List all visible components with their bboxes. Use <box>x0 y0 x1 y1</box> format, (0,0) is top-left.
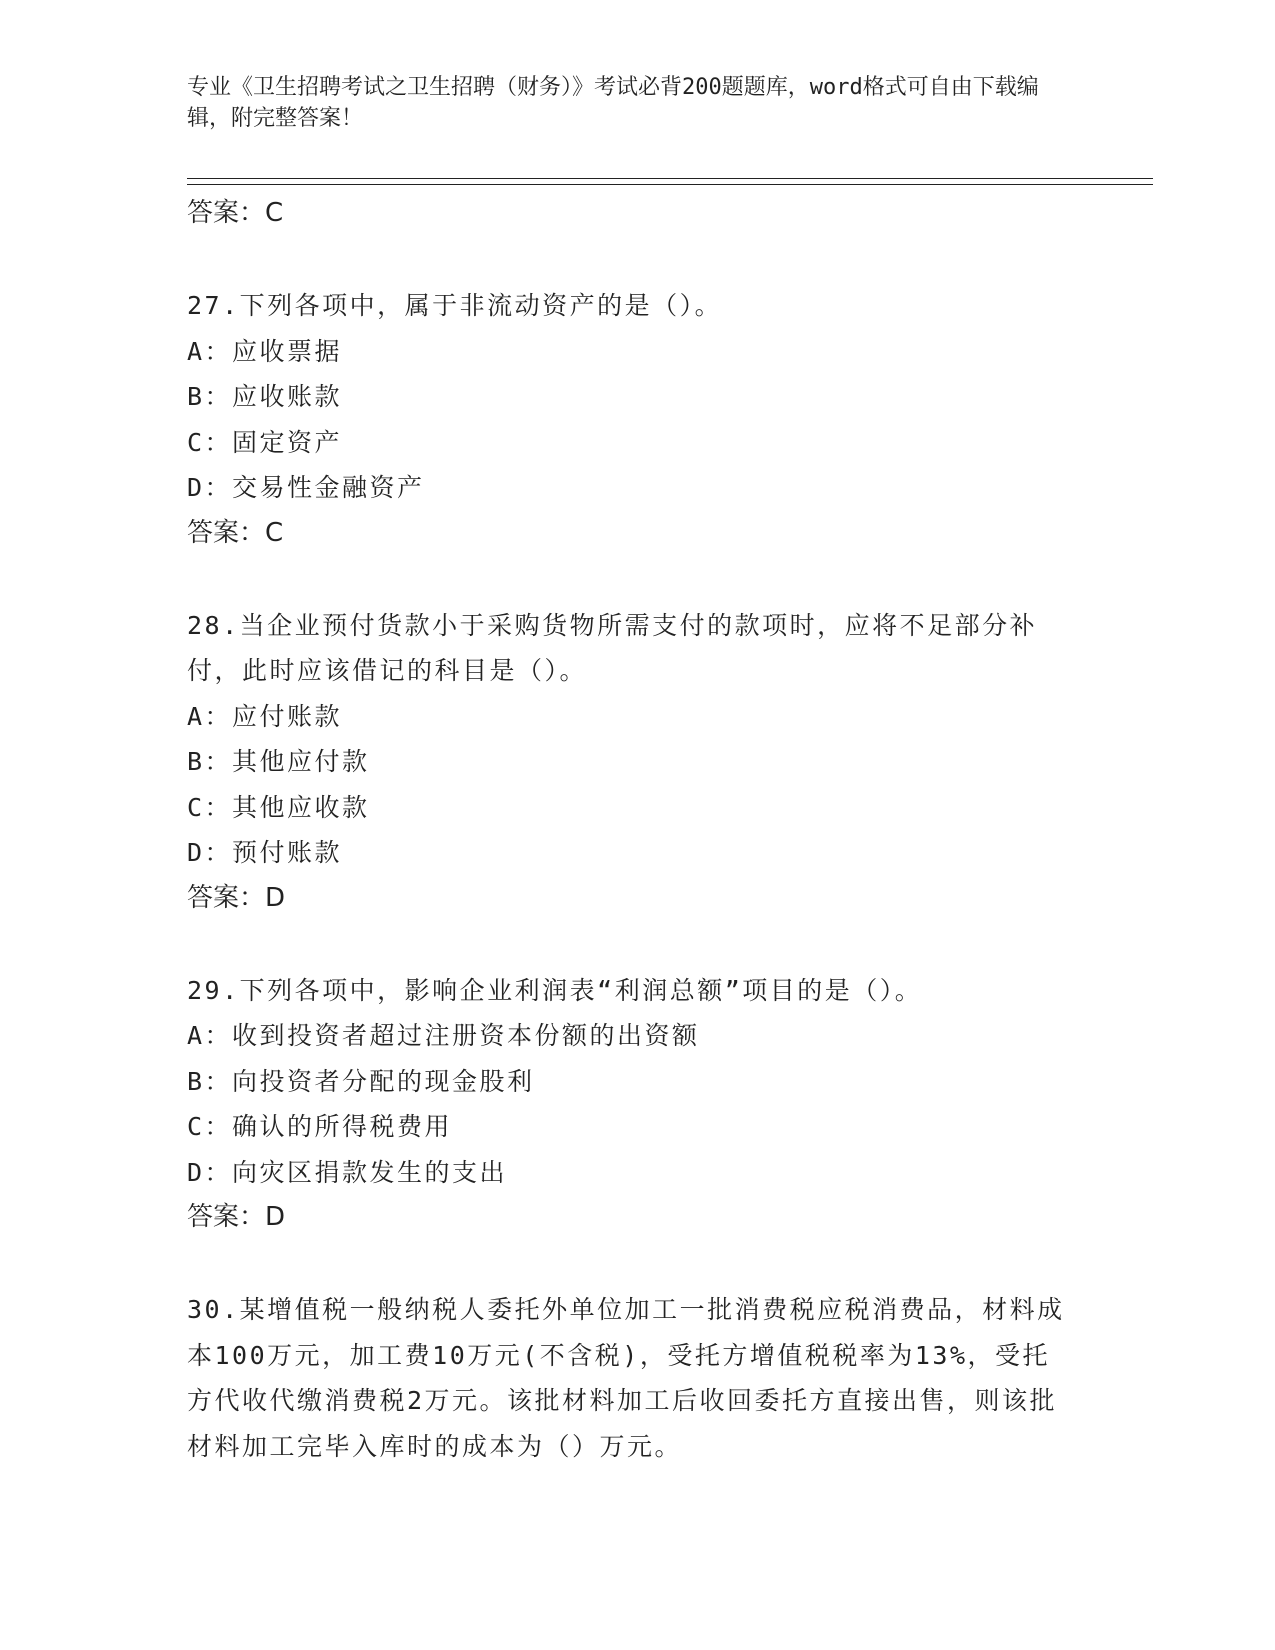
option-a: A：应付账款 <box>187 701 343 731</box>
question-answer: 答案：C <box>187 517 284 548</box>
spacer <box>187 1240 1147 1287</box>
spacer <box>187 236 1147 283</box>
question-answer: 答案：D <box>187 1202 286 1232</box>
option-c: C：确认的所得税费用 <box>187 1112 453 1141</box>
question-stem: 28.当企业预付货款小于采购货物所需支付的款项时，应将不足部分补付，此时应该借记的科目是（）。 <box>187 610 1038 685</box>
question-stem: 29.下列各项中，影响企业利润表“利润总额”项目的是（）。 <box>187 975 923 1005</box>
option-b: B：向投资者分配的现金股利 <box>187 1066 535 1096</box>
option-b: B：其他应付款 <box>187 747 370 776</box>
question-list <box>187 191 1147 1469</box>
option-a: A：收到投资者超过注册资本份额的出资额 <box>187 1021 700 1050</box>
spacer <box>187 556 1147 603</box>
spacer <box>187 921 1147 968</box>
option-a: A：应收票据 <box>187 336 343 366</box>
question-27 <box>187 283 1147 556</box>
question-answer: 答案：D <box>187 882 286 913</box>
question-29 <box>187 968 1147 1241</box>
option-d: D：交易性金融资产 <box>187 473 425 502</box>
option-d: D：向灾区捐款发生的支出 <box>187 1157 508 1187</box>
question-28 <box>187 603 1147 921</box>
header-rule-top <box>187 178 1153 179</box>
question-30 <box>187 1287 1147 1469</box>
previous-answer: 答案：C <box>187 198 284 228</box>
page-header: 专业《卫生招聘考试之卫生招聘（财务）》考试必背200题题库，word格式可自由下载编辑，附完整答案！ <box>187 75 1039 131</box>
option-b: B：应收账款 <box>187 382 343 411</box>
header-rule-bottom <box>187 184 1153 185</box>
question-stem: 27.下列各项中，属于非流动资产的是（）。 <box>187 291 723 320</box>
question-stem: 30.某增值税一般纳税人委托外单位加工一批消费税应税消费品，材料成本100万元，加工费10万元(不含税)，受托方增值税税率为13%，受托方代收代缴消费税2万元。该批材料加工后收回委托方直接出售，则该批材料加工完毕入库时的成本为（）万元。 <box>187 1295 1065 1461</box>
option-c: C：固定资产 <box>187 427 343 457</box>
option-d: D：预付账款 <box>187 838 343 867</box>
option-c: C：其他应收款 <box>187 792 370 822</box>
